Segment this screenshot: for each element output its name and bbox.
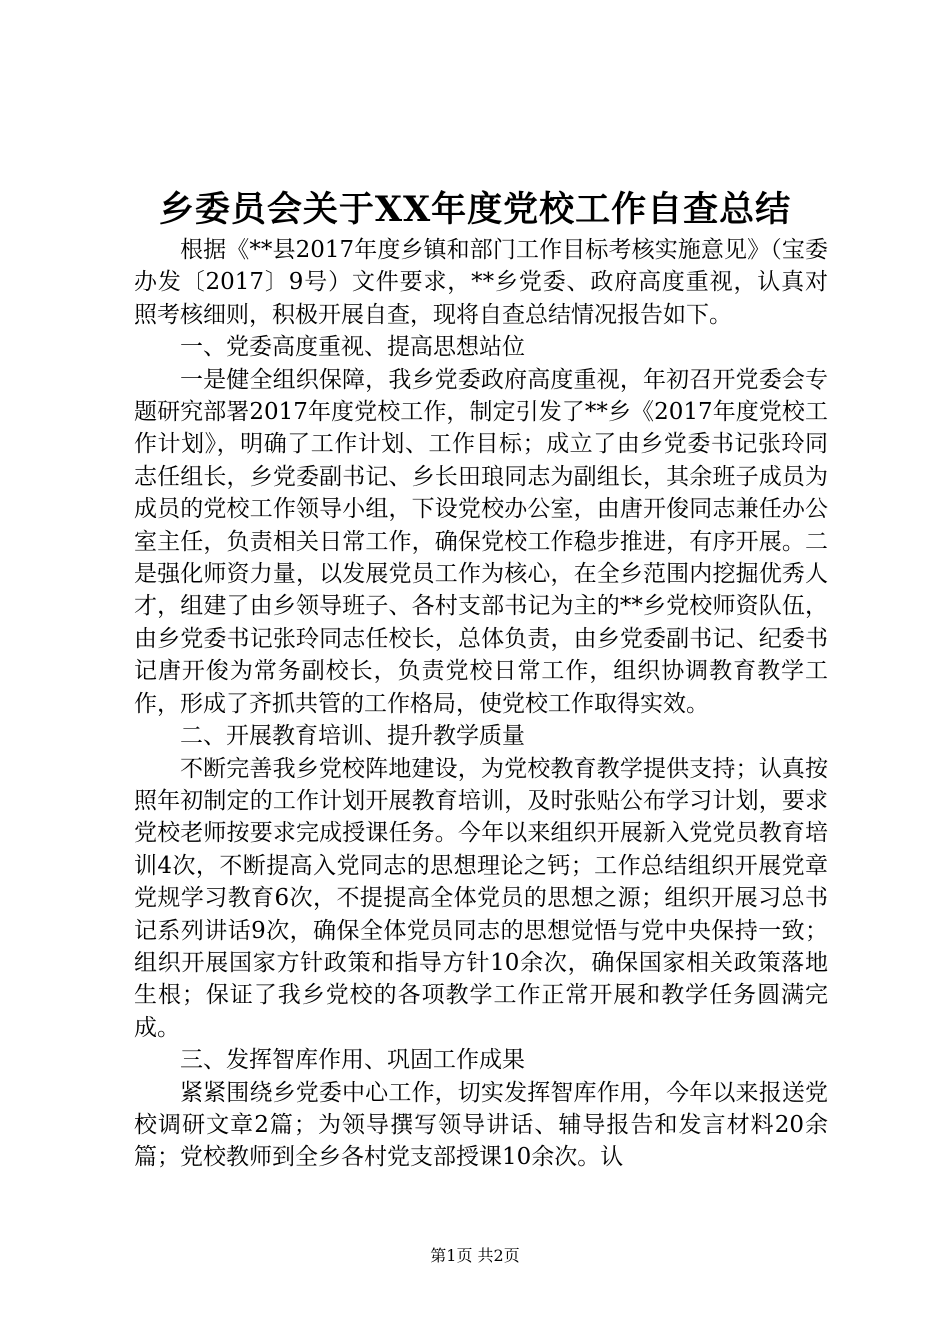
section-heading-2: 二、开展教育培训、提升教学质量 bbox=[180, 723, 525, 750]
document-body bbox=[134, 234, 828, 1174]
section-paragraph-2: 不断完善我乡党校阵地建设，为党校教育教学提供支持；认真按照年初制定的工作计划开展教育培训，及时张贴公布学习计划，要求党校老师按要求完成授课任务。今年以来组织开展新入党党员教育培训4次，不断提高入党同志的思想理论之钙；工作总结组织开展党章党规学习教育6次，不提提高全体党员的思想之源；组织开展习总书记系列讲话9次，确保全体党员同志的思想觉悟与党中央保持一致；组织开展国家方针政策和指导方针10余次，确保国家相关政策落地生根；保证了我乡党校的各项教学工作正常开展和教学任务圆满完成。 bbox=[134, 755, 828, 1041]
section-paragraph-1: 一是健全组织保障，我乡党委政府高度重视，年初召开党委会专题研究部署2017年度党校工作，制定引发了**乡《2017年度党校工作计划》，明确了工作计划、工作目标；成立了由乡党委书记张玲同志任组长，乡党委副书记、乡长田琅同志为副组长，其余班子成员为成员的党校工作领导小组，下设党校办公室，由唐开俊同志兼任办公室主任，负责相关日常工作，确保党校工作稳步推进，有序开展。二是强化师资力量，以发展党员工作为核心，在全乡范围内挖掘优秀人才，组建了由乡领导班子、各村支部书记为主的**乡党校师资队伍，由乡党委书记张玲同志任校长，总体负责，由乡党委副书记、纪委书记唐开俊为常务副校长，负责党校日常工作，组织协调教育教学工作，形成了齐抓共管的工作格局，使党校工作取得实效。 bbox=[134, 366, 828, 717]
section-heading-1: 一、党委高度重视、提高思想站位 bbox=[180, 334, 525, 361]
section-paragraph-3: 紧紧围绕乡党委中心工作，切实发挥智库作用，今年以来报送党校调研文章2篇；为领导撰写领导讲话、辅导报告和发言材料20余篇；党校教师到全乡各村党支部授课10余次。认 bbox=[134, 1079, 828, 1171]
document-title: 乡委员会关于XX年度党校工作自查总结 bbox=[158, 189, 792, 230]
page-number-footer: 第1页 共2页 bbox=[430, 1246, 520, 1265]
section-heading-3: 三、发挥智库作用、巩固工作成果 bbox=[180, 1047, 525, 1074]
intro-paragraph: 根据《**县2017年度乡镇和部门工作目标考核实施意见》（宝委办发〔2017〕9号）文件要求，**乡党委、政府高度重视，认真对照考核细则，积极开展自查，现将自查总结情况报告如下。 bbox=[134, 237, 828, 328]
